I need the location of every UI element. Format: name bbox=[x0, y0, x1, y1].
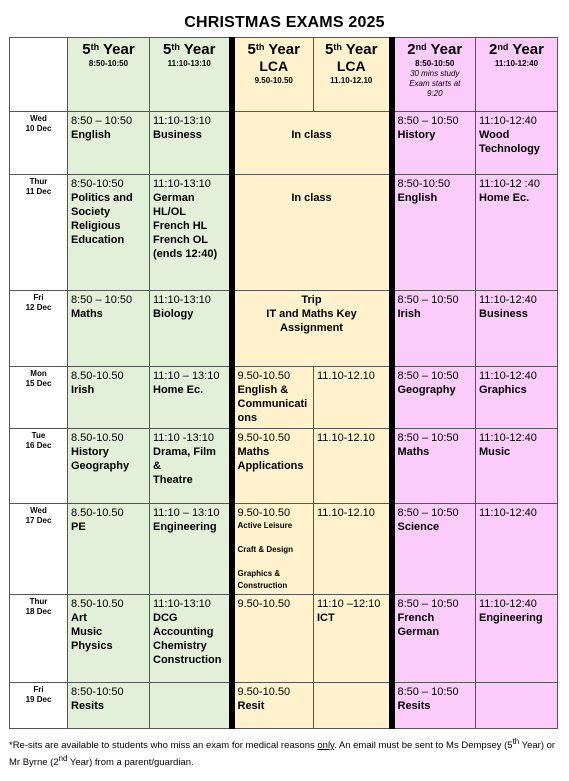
lca-merged-cell: In class bbox=[232, 175, 392, 291]
table-row bbox=[10, 429, 558, 504]
exam-cell: 8:50-10:50 Resits bbox=[68, 683, 150, 729]
col-header-2nd-year-am: 2nd Year 8:50-10:50 30 mins study Exam starts at 9:20 bbox=[392, 38, 476, 112]
exam-cell: 11:10-13:10 Biology bbox=[150, 291, 232, 367]
header-row bbox=[10, 38, 558, 112]
exam-cell bbox=[476, 683, 558, 729]
table-row bbox=[10, 683, 558, 729]
exam-cell: 11:10 – 13:10 Home Ec. bbox=[150, 367, 232, 429]
exam-cell: 8:50 – 10:50 Irish bbox=[392, 291, 476, 367]
col-header-2nd-year-pm: 2nd Year 11:10-12:40 bbox=[476, 38, 558, 112]
col-header-lca-pm: 5th Year LCA 11.10-12.10 bbox=[314, 38, 392, 112]
day-cell: Fri 12 Dec bbox=[10, 291, 68, 367]
exam-cell: 11:10 -13:10 Drama, Film & Theatre bbox=[150, 429, 232, 504]
exam-timetable bbox=[9, 37, 558, 729]
exam-cell bbox=[314, 683, 392, 729]
exam-cell: 11:10-13:10 DCG Accounting Chemistry Construction bbox=[150, 595, 232, 683]
exam-cell: 8:50 – 10:50 Resits bbox=[392, 683, 476, 729]
exam-cell: 11:10 –12:10 ICT bbox=[314, 595, 392, 683]
day-cell: Thur 18 Dec bbox=[10, 595, 68, 683]
exam-cell: 11:10-12:40 bbox=[476, 504, 558, 595]
exam-cell: 8.50-10.50 History Geography bbox=[68, 429, 150, 504]
exam-cell: 8.50-10.50 Art Music Physics bbox=[68, 595, 150, 683]
exam-cell: 11.10-12.10 bbox=[314, 504, 392, 595]
exam-cell: 11.10-12.10 bbox=[314, 429, 392, 504]
exam-cell: 11.10-12.10 bbox=[314, 367, 392, 429]
exam-cell: 8:50 – 10:50 English bbox=[68, 112, 150, 175]
day-cell: Thur 11 Dec bbox=[10, 175, 68, 291]
exam-cell: 9.50-10.50 bbox=[232, 595, 314, 683]
lca-merged-cell: Trip IT and Maths Key Assignment bbox=[232, 291, 392, 367]
corner-cell bbox=[10, 38, 68, 112]
exam-cell: 8:50 – 10:50 French German bbox=[392, 595, 476, 683]
exam-cell: 11:10-12:40 Wood Technology bbox=[476, 112, 558, 175]
exam-cell: 11:10-12:40 Engineering bbox=[476, 595, 558, 683]
table-row bbox=[10, 595, 558, 683]
exam-cell: 8.50-10.50 Irish bbox=[68, 367, 150, 429]
exam-cell: 8:50 – 10:50 Geography bbox=[392, 367, 476, 429]
table-row bbox=[10, 175, 558, 291]
exam-cell: 11:10-12 :40 Home Ec. bbox=[476, 175, 558, 291]
exam-cell: 8:50 – 10:50 Science bbox=[392, 504, 476, 595]
exam-cell: 9.50-10.50 English & Communicati ons bbox=[232, 367, 314, 429]
col-header-lca-am: 5th Year LCA 9.50-10.50 bbox=[232, 38, 314, 112]
exam-cell: 11:10-12:40 Music bbox=[476, 429, 558, 504]
lca-merged-cell: In class bbox=[232, 112, 392, 175]
table-row bbox=[10, 112, 558, 175]
footnote: *Re-sits are available to students who miss an exam for medical reasons only. An email must be sent to Ms Dempsey (5th Year) or Mr Byrne (2nd Year) from a parent/guardian. bbox=[9, 737, 556, 769]
exam-cell: 11:10-12:40 Graphics bbox=[476, 367, 558, 429]
exam-cell: 11:10 – 13:10 Engineering bbox=[150, 504, 232, 595]
table-row bbox=[10, 291, 558, 367]
day-cell: Mon 15 Dec bbox=[10, 367, 68, 429]
exam-cell: 8.50-10.50 PE bbox=[68, 504, 150, 595]
exam-cell: 11:10-13:10 German HL/OL French HL French OL (ends 12:40) bbox=[150, 175, 232, 291]
exam-cell: 9.50-10.50 Active Leisure Craft & Design Graphics & Construction bbox=[232, 504, 314, 595]
day-cell: Wed 10 Dec bbox=[10, 112, 68, 175]
table-row bbox=[10, 367, 558, 429]
exam-cell: 8:50-10:50 Politics and Society Religious Education bbox=[68, 175, 150, 291]
exam-cell: 9.50-10.50 Resit bbox=[232, 683, 314, 729]
exam-cell: 11:10-13:10 Business bbox=[150, 112, 232, 175]
day-cell: Wed 17 Dec bbox=[10, 504, 68, 595]
exam-cell: 8:50-10:50 English bbox=[392, 175, 476, 291]
day-cell: Fri 19 Dec bbox=[10, 683, 68, 729]
exam-cell: 8:50 – 10:50 Maths bbox=[392, 429, 476, 504]
exam-cell: 9.50-10.50 Maths Applications bbox=[232, 429, 314, 504]
col-header-5th-year-am: 5th Year 8:50-10:50 bbox=[68, 38, 150, 112]
exam-cell bbox=[150, 683, 232, 729]
page-title: CHRISTMAS EXAMS 2025 bbox=[184, 14, 385, 31]
day-cell: Tue 16 Dec bbox=[10, 429, 68, 504]
table-row bbox=[10, 504, 558, 595]
col-header-5th-year-pm: 5th Year 11:10-13:10 bbox=[150, 38, 232, 112]
exam-cell: 8:50 – 10:50 Maths bbox=[68, 291, 150, 367]
exam-cell: 8:50 – 10:50 History bbox=[392, 112, 476, 175]
exam-cell: 11:10-12:40 Business bbox=[476, 291, 558, 367]
